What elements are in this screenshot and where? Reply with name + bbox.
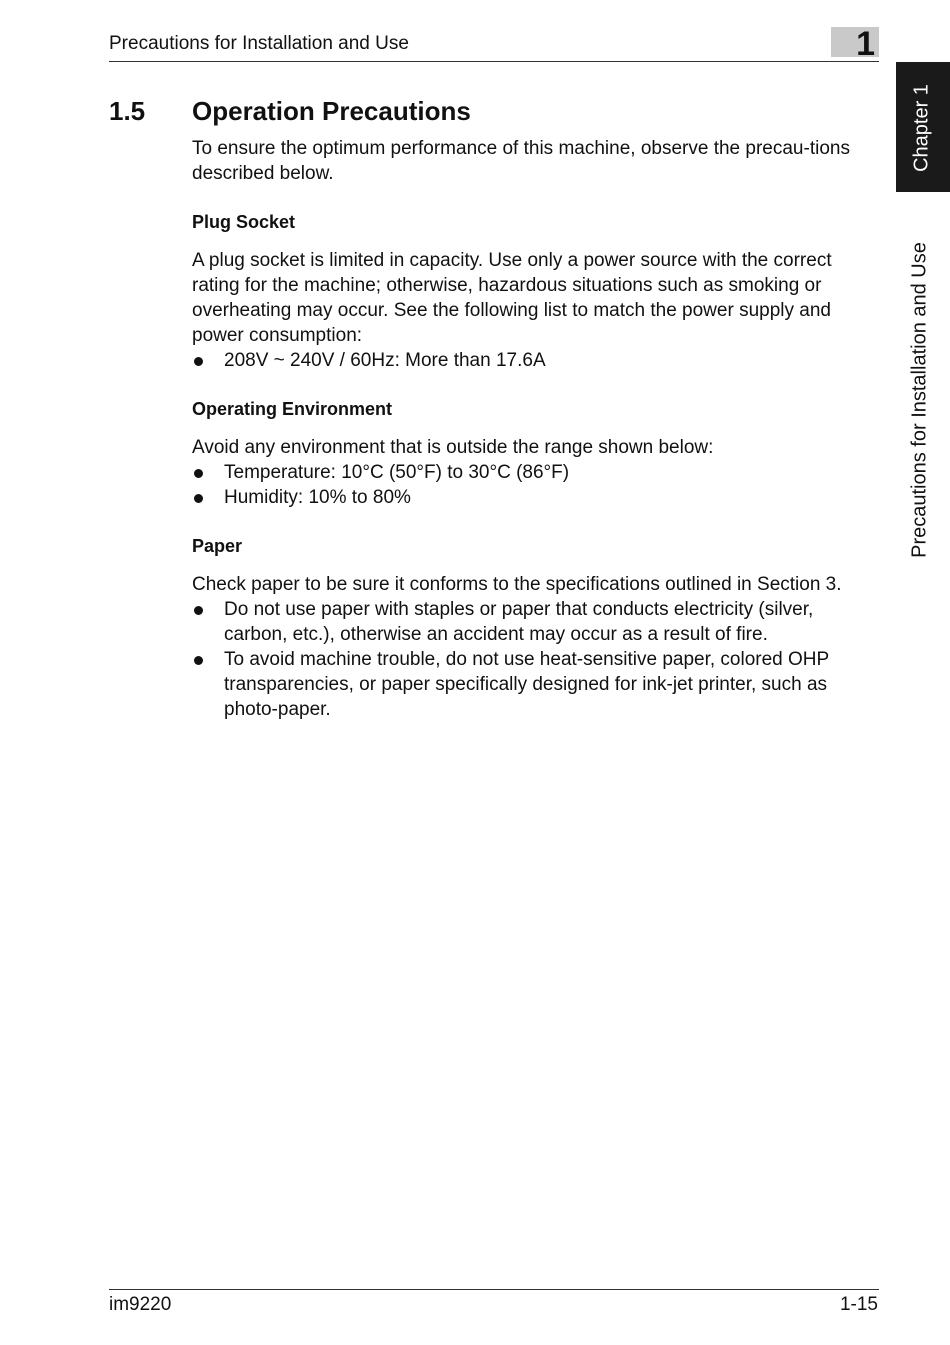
paper-block (192, 572, 878, 722)
chapter-number: 1 (856, 25, 875, 63)
operating-environment-heading: Operating Environment (192, 399, 393, 419)
section-title: Operation Precautions (192, 96, 471, 126)
list-item (192, 485, 878, 510)
section-side-tab-label: Precautions for Installation and Use (908, 242, 931, 558)
section-intro: To ensure the optimum performance of this machine, observe the precau-tions described below. (192, 138, 850, 184)
plug-socket-body: A plug socket is limited in capacity. Use only a power source with the correct rating for the machine; otherwise, hazardous situations such as smoking or overheating may occur. See the following list to match the power supply and power consumption: (192, 250, 832, 346)
list-item (192, 348, 878, 373)
operating-environment-body: Avoid any environment that is outside the range shown below: (192, 437, 714, 458)
chapter-side-tab-label: Chapter 1 (910, 84, 933, 172)
list-item (192, 597, 878, 647)
list-item-text: To avoid machine trouble, do not use heat-sensitive paper, colored OHP transparencies, or paper specifically designed for ink-jet printer, such as photo-paper. (224, 649, 829, 720)
operating-environment-block (192, 435, 878, 510)
bullet-icon (194, 469, 203, 478)
bullet-icon (194, 656, 203, 665)
plug-socket-heading: Plug Socket (192, 212, 296, 232)
list-item (192, 460, 878, 485)
list-item-text: Do not use paper with staples or paper that conducts electricity (silver, carbon, etc.), otherwise an accident may occur as a result of fire. (224, 599, 814, 645)
main-content (192, 136, 878, 722)
section-number: 1.5 (109, 96, 146, 126)
bullet-icon (194, 494, 203, 503)
footer-model: im9220 (109, 1294, 172, 1315)
list-item (192, 647, 878, 722)
chapter-number-box (831, 25, 879, 63)
header-rule (109, 61, 879, 62)
running-header: Precautions for Installation and Use (109, 33, 409, 54)
plug-socket-block (192, 248, 878, 373)
list-item-text: Humidity: 10% to 80% (224, 487, 411, 508)
paper-list (192, 597, 878, 722)
bullet-icon (194, 606, 203, 615)
list-item-text: 208V ~ 240V / 60Hz: More than 17.6A (224, 350, 546, 371)
plug-socket-list (192, 348, 878, 373)
operating-environment-list (192, 460, 878, 510)
footer-page-number: 1-15 (839, 1294, 878, 1315)
footer-rule (109, 1289, 879, 1290)
paper-heading: Paper (192, 536, 243, 556)
list-item-text: Temperature: 10°C (50°F) to 30°C (86°F) (224, 462, 570, 483)
paper-body: Check paper to be sure it conforms to the specifications outlined in Section 3. (192, 574, 842, 595)
bullet-icon (194, 357, 203, 366)
